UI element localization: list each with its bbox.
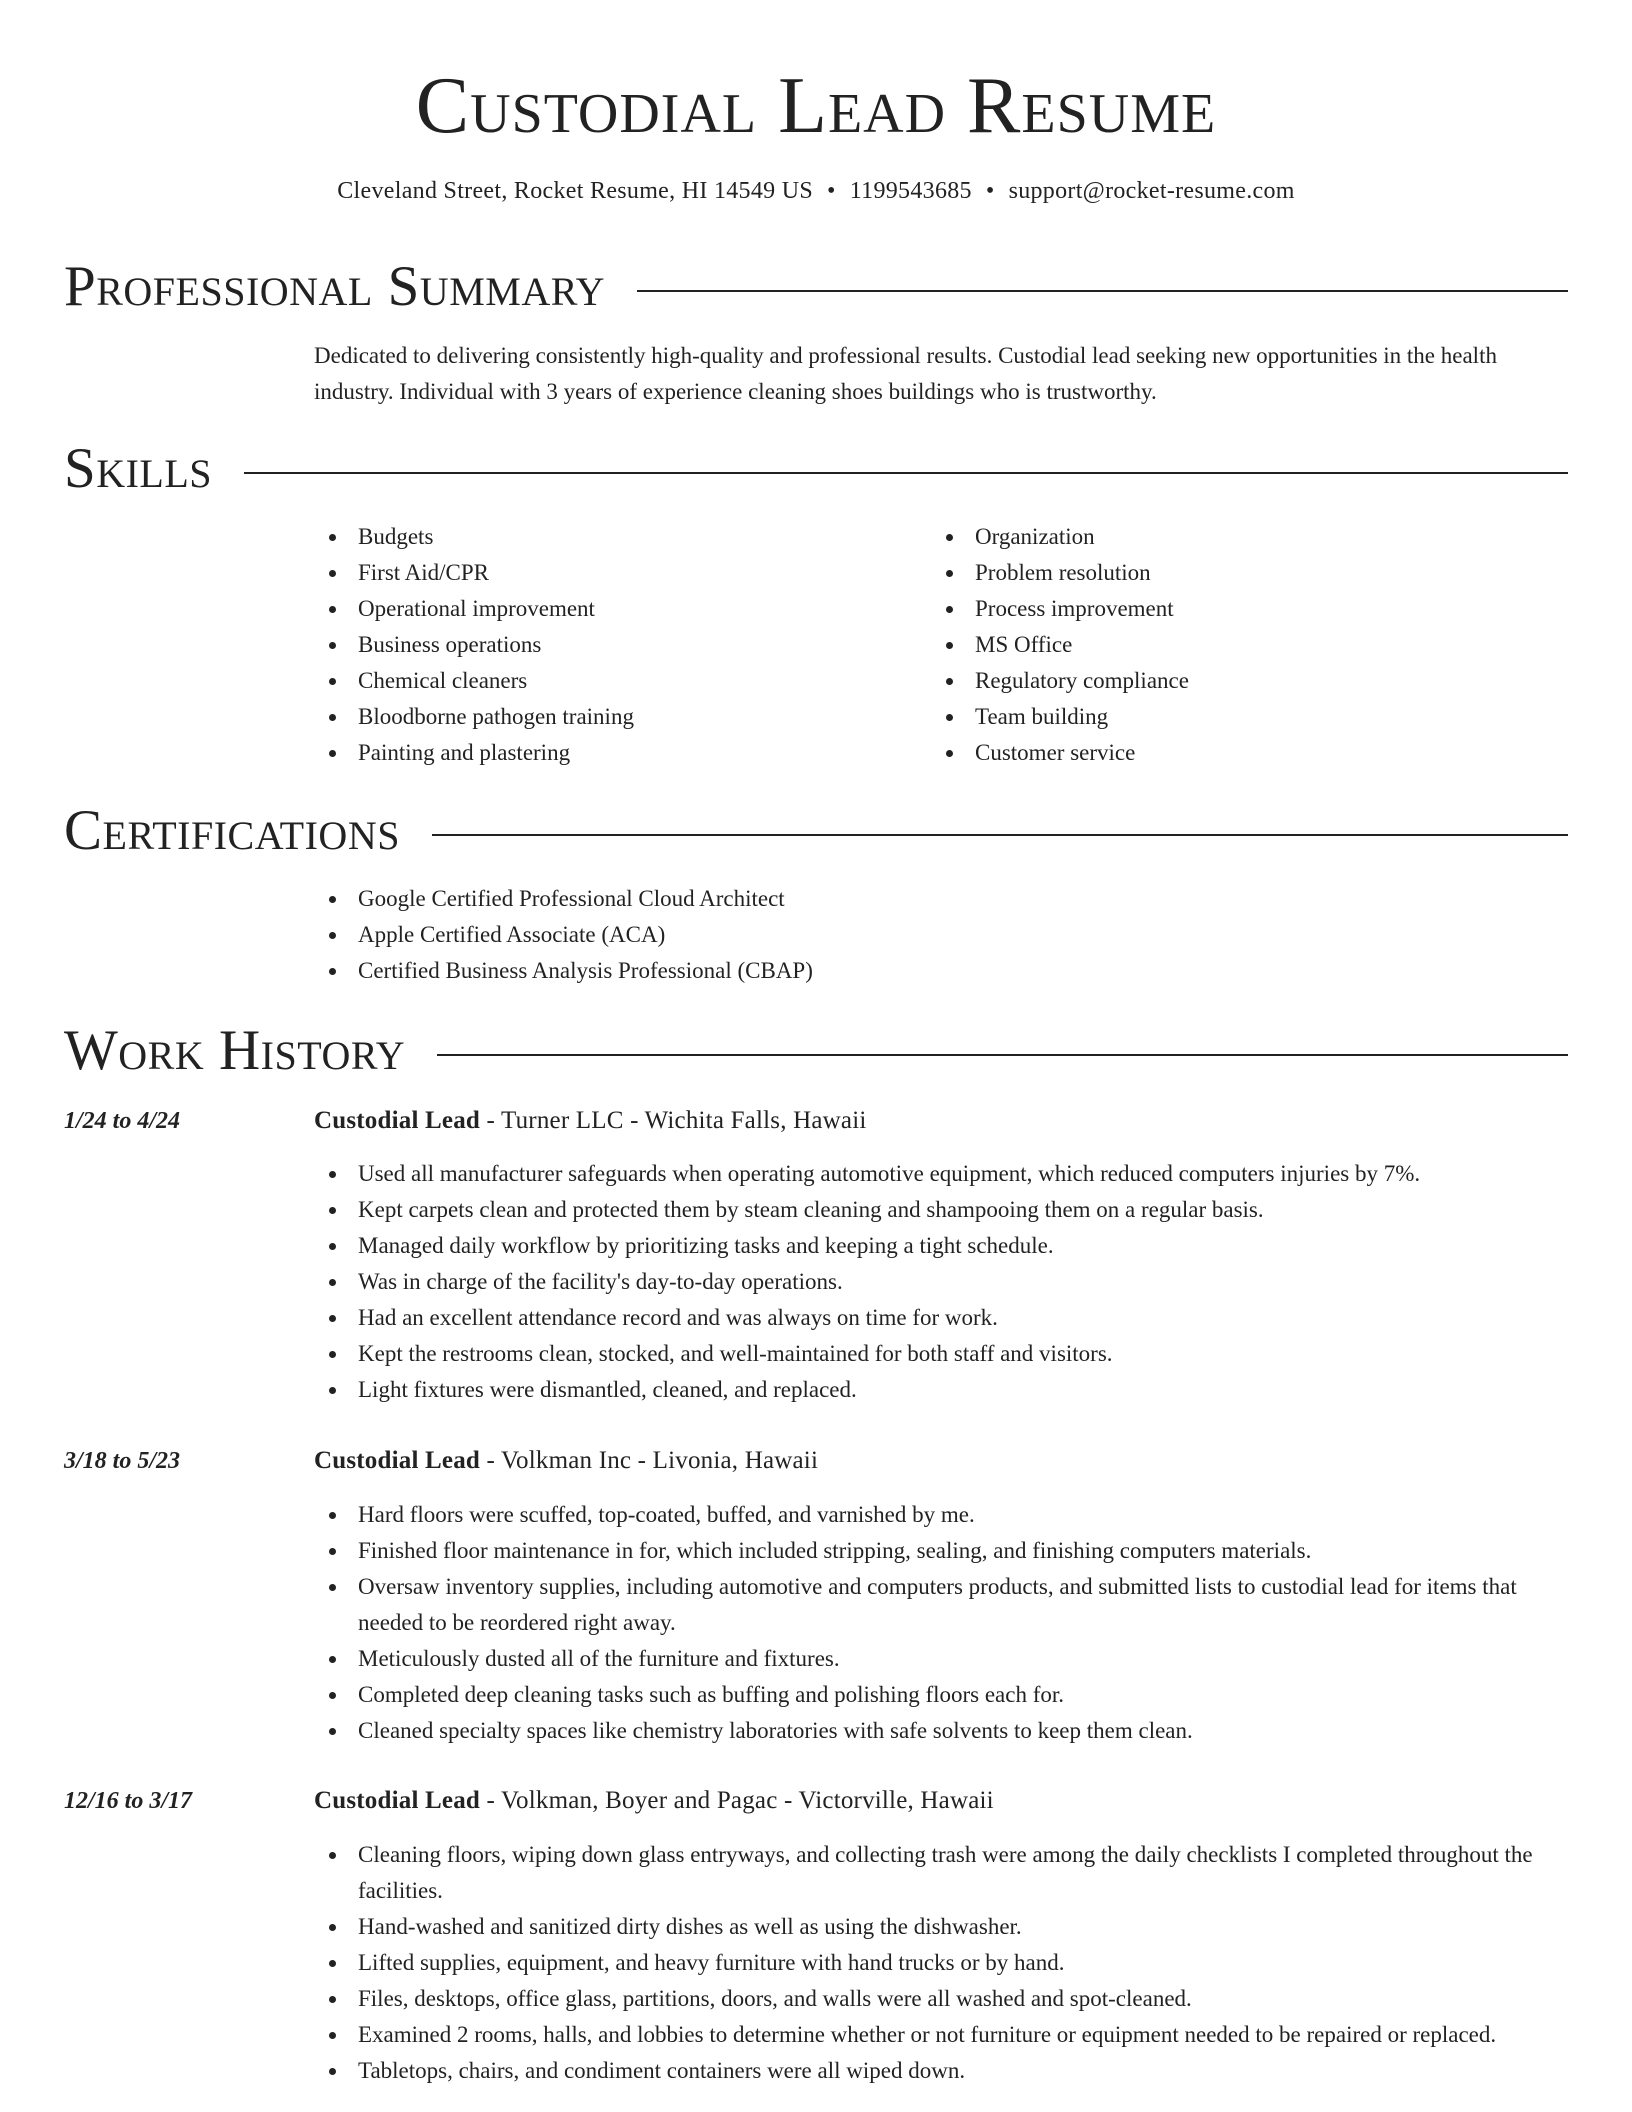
skill-item: Problem resolution: [931, 555, 1531, 591]
duty-item: Examined 2 rooms, halls, and lobbies to determine whether or not furniture or equipment needed to be repaired or replaced.: [314, 2017, 1574, 2053]
certifications-block: [314, 881, 1574, 989]
job-dates: 12/16 to 3/17: [64, 1788, 193, 1814]
duty-item: Used all manufacturer safeguards when operating automotive equipment, which reduced computers injuries by 7%.: [314, 1156, 1574, 1192]
duty-item: Meticulously dusted all of the furniture and fixtures.: [314, 1641, 1574, 1677]
skill-item: Business operations: [314, 627, 914, 663]
skills-list-right: [931, 519, 1531, 771]
skill-item: Regulatory compliance: [931, 663, 1531, 699]
skill-item: Organization: [931, 519, 1531, 555]
summary-text: Dedicated to delivering consistently high-quality and professional results. Custodial lead seeking new opportunities in the health industry. Individual with 3 years of experience cleaning shoes buildings who is trustworthy.: [314, 343, 1497, 404]
duty-item: Lifted supplies, equipment, and heavy furniture with hand trucks or by hand.: [314, 1945, 1574, 1981]
job-dates: 3/18 to 5/23: [64, 1448, 181, 1474]
resume-title: Custodial Lead Resume: [415, 62, 1217, 150]
job-employer: - Volkman, Boyer and Pagac - Victorville, Hawaii: [480, 1787, 994, 1814]
duty-item: Hard floors were scuffed, top-coated, buffed, and varnished by me.: [314, 1497, 1574, 1533]
job-duties: [314, 1837, 1574, 2089]
work-history-heading: Work History: [64, 1019, 406, 1082]
duty-item: Kept carpets clean and protected them by steam cleaning and shampooing them on a regular basis.: [314, 1192, 1574, 1228]
duty-item: Completed deep cleaning tasks such as buffing and polishing floors each for.: [314, 1677, 1574, 1713]
job-role: Custodial Lead: [314, 1107, 481, 1134]
job-duties: [314, 1497, 1574, 1749]
job-employer: - Volkman Inc - Livonia, Hawaii: [480, 1447, 819, 1474]
skills-column-left: [314, 519, 914, 771]
skill-item: First Aid/CPR: [314, 555, 914, 591]
job-duties-list: [314, 1837, 1574, 2089]
job-dates: 1/24 to 4/24: [64, 1108, 181, 1134]
certification-item: Google Certified Professional Cloud Architect: [314, 881, 1574, 917]
section-divider: [432, 834, 1568, 836]
section-divider: [244, 472, 1568, 474]
skill-item: Painting and plastering: [314, 735, 914, 771]
duty-item: Kept the restrooms clean, stocked, and well-maintained for both staff and visitors.: [314, 1336, 1574, 1372]
certification-item: Apple Certified Associate (ACA): [314, 917, 1574, 953]
duty-item: Was in charge of the facility's day-to-day operations.: [314, 1264, 1574, 1300]
job-heading: [314, 1443, 1574, 1479]
job-heading: [314, 1783, 1574, 1819]
skills-heading: Skills: [64, 437, 213, 500]
skills-list-left: [314, 519, 914, 771]
job-duties-list: [314, 1497, 1574, 1749]
skill-item: Customer service: [931, 735, 1531, 771]
duty-item: Files, desktops, office glass, partitions, doors, and walls were all washed and spot-cleaned.: [314, 1981, 1574, 2017]
skill-item: Chemical cleaners: [314, 663, 914, 699]
duty-item: Light fixtures were dismantled, cleaned, and replaced.: [314, 1372, 1574, 1408]
skill-item: Team building: [931, 699, 1531, 735]
skill-item: Process improvement: [931, 591, 1531, 627]
work-history-section-heading: [64, 1016, 1568, 1086]
job-role: Custodial Lead: [314, 1447, 481, 1474]
duty-item: Managed daily workflow by prioritizing tasks and keeping a tight schedule.: [314, 1228, 1574, 1264]
skill-item: Budgets: [314, 519, 914, 555]
job-duties: [314, 1156, 1574, 1408]
certifications-list: [314, 881, 1574, 989]
certifications-heading: Certifications: [64, 799, 400, 862]
job-heading: [314, 1103, 1574, 1139]
job-employer: - Turner LLC - Wichita Falls, Hawaii: [480, 1107, 867, 1134]
duty-item: Cleaned specialty spaces like chemistry laboratories with safe solvents to keep them clean.: [314, 1713, 1574, 1749]
duty-item: Oversaw inventory supplies, including automotive and computers products, and submitted lists to custodial lead for items that needed to be reordered right away.: [314, 1569, 1574, 1641]
contact-address: Cleveland Street, Rocket Resume, HI 14549 US: [337, 178, 814, 204]
certifications-section-heading: [64, 796, 1568, 866]
duty-item: Tabletops, chairs, and condiment containers were all wiped down.: [314, 2053, 1574, 2089]
summary-section-heading: [64, 252, 1568, 322]
contact-line: [0, 174, 1632, 208]
skill-item: Bloodborne pathogen training: [314, 699, 914, 735]
skill-item: MS Office: [931, 627, 1531, 663]
contact-separator: •: [827, 178, 836, 204]
duty-item: Finished floor maintenance in for, which included stripping, sealing, and finishing computers materials.: [314, 1533, 1574, 1569]
duty-item: Cleaning floors, wiping down glass entryways, and collecting trash were among the daily checklists I completed throughout the facilities.: [314, 1837, 1574, 1909]
skills-column-right: [931, 519, 1531, 771]
skill-item: Operational improvement: [314, 591, 914, 627]
job-duties-list: [314, 1156, 1574, 1408]
skills-section-heading: [64, 434, 1568, 504]
section-divider: [437, 1054, 1568, 1056]
duty-item: Had an excellent attendance record and was always on time for work.: [314, 1300, 1574, 1336]
job-role: Custodial Lead: [314, 1787, 481, 1814]
certification-item: Certified Business Analysis Professional (CBAP): [314, 953, 1574, 989]
section-divider: [637, 290, 1568, 292]
contact-phone: 1199543685: [849, 178, 972, 204]
duty-item: Hand-washed and sanitized dirty dishes as well as using the dishwasher.: [314, 1909, 1574, 1945]
summary-heading: Professional Summary: [64, 255, 606, 318]
contact-separator: •: [985, 178, 995, 204]
contact-email[interactable]: support@rocket-resume.com: [1008, 178, 1295, 204]
